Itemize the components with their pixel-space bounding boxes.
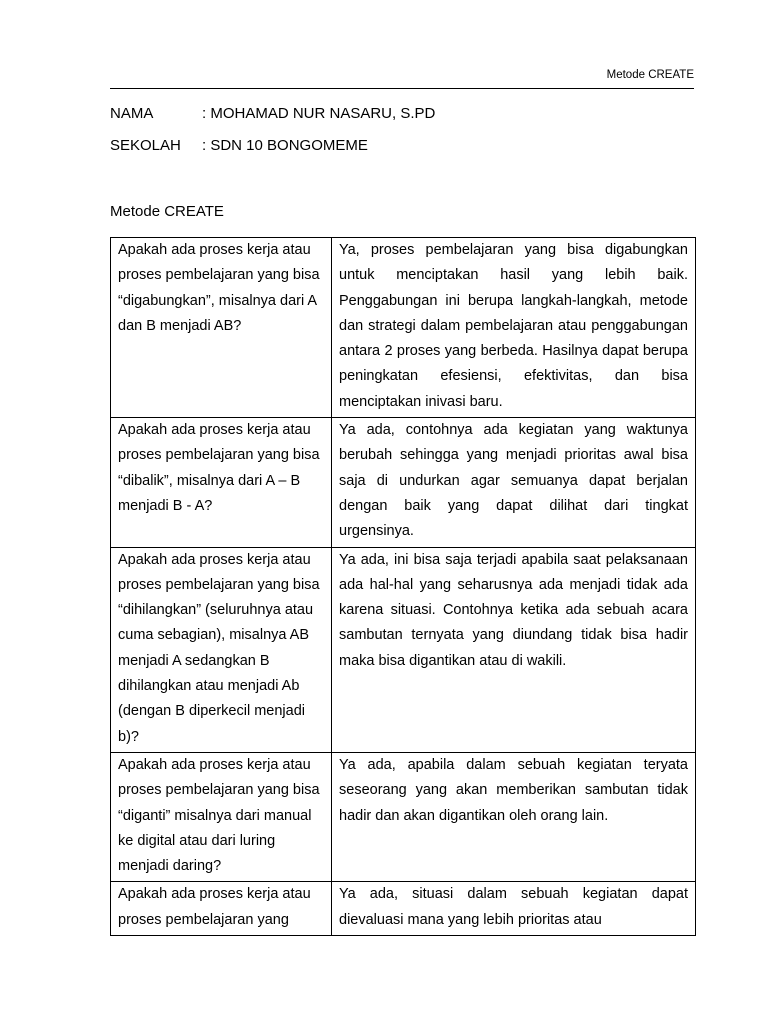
answer-text: Ya ada, situasi dalam sebuah kegiatan dapat dievaluasi mana yang lebih prioritas atau: [339, 886, 688, 928]
question-cell: [111, 238, 332, 418]
table-row: [111, 238, 696, 418]
question-cell: [111, 547, 332, 752]
table-row: [111, 752, 696, 881]
table-row: [111, 418, 696, 547]
question-text: Apakah ada proses kerja atau proses pembelajaran yang bisa “diganti” misalnya dari manual ke digital atau dari luring menjadi daring?: [118, 756, 320, 875]
answer-cell: [332, 882, 696, 936]
answer-text: Ya, proses pembelajaran yang bisa digabungkan untuk menciptakan hasil yang lebih baik. Penggabungan ini berupa langkah-langkah, metode dan strategi dalam pembelajaran atau penggabungan antara 2 proses yang berbeda. Hasilnya dapat berupa peningkatan efesiensi, efektivitas, dan bisa menciptakan inivasi baru.: [339, 242, 688, 410]
answer-cell: [332, 238, 696, 418]
answer-cell: [332, 547, 696, 752]
school-value: : SDN 10 BONGOMEME: [202, 137, 368, 154]
question-text: Apakah ada proses kerja atau proses pembelajaran yang bisa “digabungkan”, misalnya dari A dan B menjadi AB?: [118, 242, 320, 334]
table-row: [111, 547, 696, 752]
table-row: [111, 882, 696, 936]
answer-text: Ya ada, ini bisa saja terjadi apabila saat pelaksanaan ada hal-hal yang seharusnya ada menjadi tidak ada karena situasi. Contohnya ketika ada sebuah acara sambutan ternyata yang diundang tidak bisa hadir maka bisa digantikan atau di wakili.: [339, 551, 688, 669]
question-cell: [111, 752, 332, 881]
name-label: NAMA: [110, 105, 154, 122]
answer-text: Ya ada, contohnya ada kegiatan yang waktunya berubah sehingga yang menjadi prioritas awal bisa saja di undurkan agar semuanya dapat berjalan dengan baik yang dapat dilihat dari tingkat urgensinya.: [339, 422, 688, 540]
answer-cell: [332, 418, 696, 547]
name-row: [110, 104, 435, 124]
school-label: SEKOLAH: [110, 137, 181, 154]
section-title: Metode CREATE: [110, 203, 224, 220]
answer-text: Ya ada, apabila dalam sebuah kegiatan teryata seseorang yang akan memberikan sambutan tidak hadir dan akan digantikan oleh orang lain.: [339, 756, 688, 824]
create-method-table: [110, 237, 696, 936]
question-cell: [111, 418, 332, 547]
answer-cell: [332, 752, 696, 881]
header-rule: [110, 88, 694, 89]
running-header: Metode CREATE: [606, 69, 694, 81]
name-value: : MOHAMAD NUR NASARU, S.PD: [202, 105, 436, 122]
question-text: Apakah ada proses kerja atau proses pembelajaran yang bisa “dihilangkan” (seluruhnya atau cuma sebagian), misalnya AB menjadi A sedangkan B dihilangkan atau menjadi Ab (dengan B diperkecil menjadi b)?: [118, 551, 320, 745]
school-row: [110, 136, 368, 156]
question-text: Apakah ada proses kerja atau proses pembelajaran yang: [118, 886, 311, 928]
question-cell: [111, 882, 332, 936]
question-text: Apakah ada proses kerja atau proses pembelajaran yang bisa “dibalik”, misalnya dari A – B menjadi B - A?: [118, 422, 320, 514]
